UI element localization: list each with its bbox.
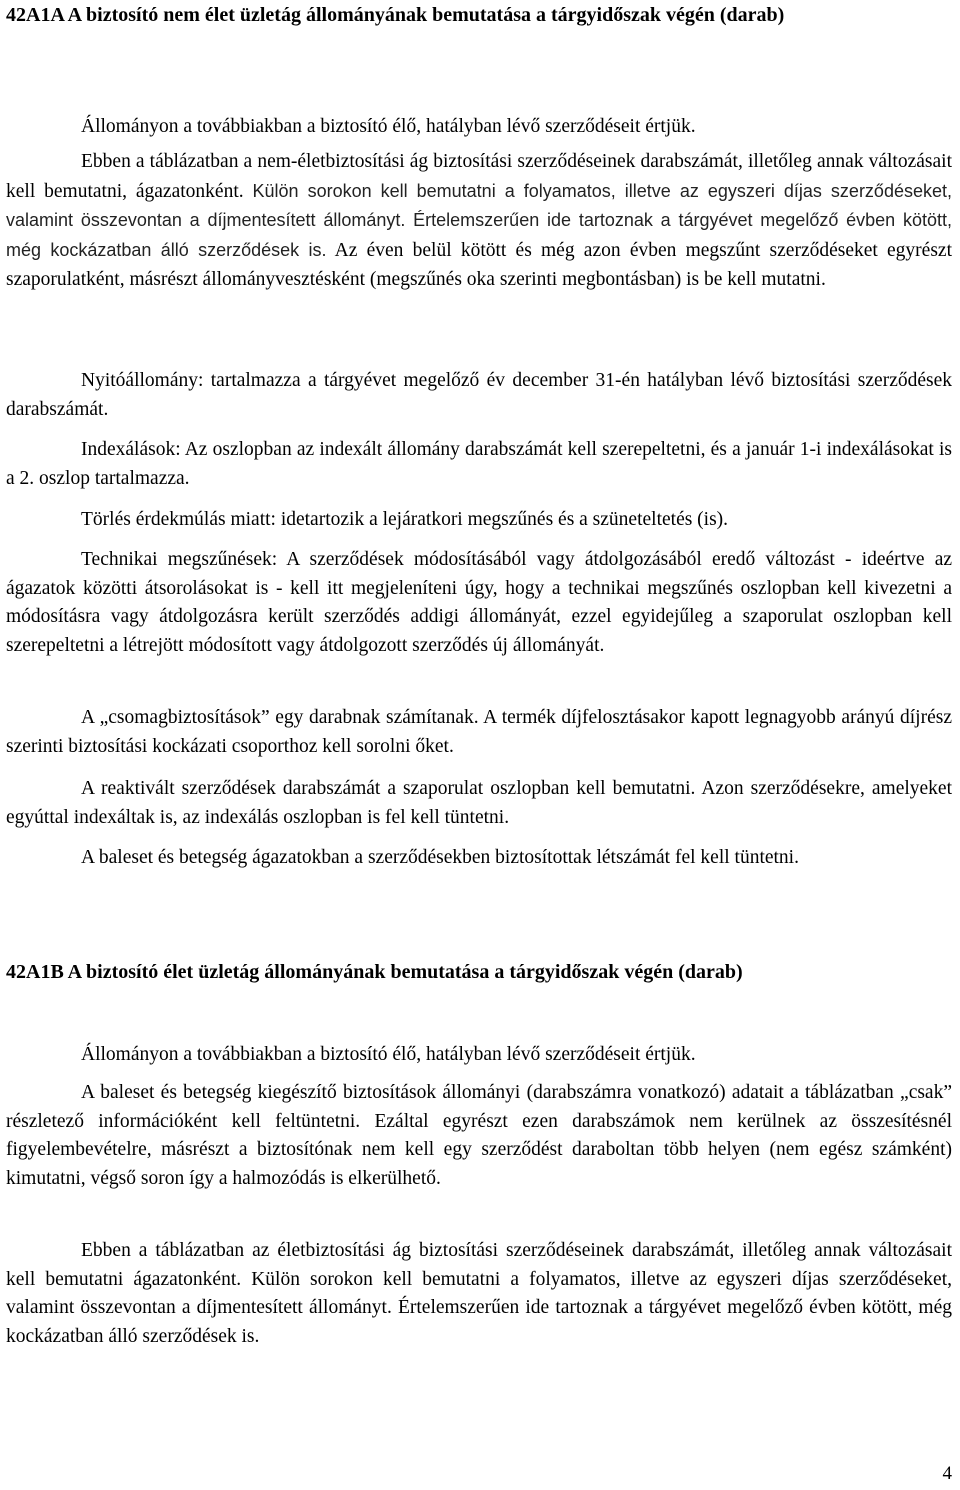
paragraph-sans-part: Külön sorokon kell bemutatni a folyamatos, illetve az egyszeri díjas szerződéseket, valamint összevontan a díjmentesített állományt. Értelemszerűen ide tartoznak a tárgyévet megelőző évben kötött, még kockázatban álló szerződések is. — [6, 180, 952, 261]
paragraph-text: Állományon a továbbiakban a biztosító élő, hatályban lévő szerződéseit értjük. — [81, 1044, 696, 1065]
page-number: 4 — [942, 1463, 952, 1484]
section-b-paragraph-1 — [6, 1041, 952, 1070]
section-a-paragraph-5 — [6, 506, 952, 535]
section-a-paragraph-6 — [6, 546, 952, 661]
paragraph-text: Állományon a továbbiakban a biztosító élő, hatályban lévő szerződéseit értjük. — [81, 116, 696, 137]
paragraph-text: Nyitóállomány: tartalmazza a tárgyévet megelőző év december 31-én hatályban lévő biztosítási szerződések darabszámát. — [6, 370, 952, 420]
section-b-heading: 42A1B A biztosító élet üzletág állományának bemutatása a tárgyidőszak végén (darab) — [6, 961, 743, 983]
paragraph-text: A reaktivált szerződések darabszámát a szaporulat oszlopban kell bemutatni. Azon szerződésekre, amelyeket egyúttal indexáltak is, az indexálás oszlopban is fel kell tüntetni. — [6, 778, 952, 828]
paragraph-text: A baleset és betegség kiegészítő biztosítások állományi (darabszámra vonatkozó) adatait a táblázatban „csak” részletező információként kell feltüntetni. Ezáltal egyrészt ezen darabszámok nem kerülnek az összesítésnél figyelembevételre, másrészt a biztosítónak nem kell egy szerződést daraboltan több helyen (nem egész számként) kimutatni, végső soron így a halmozódás is elkerülhető. — [6, 1082, 952, 1190]
section-b-paragraph-2 — [6, 1079, 952, 1194]
section-a-paragraph-2 — [6, 148, 952, 295]
paragraph-text: Törlés érdekmúlás miatt: idetartozik a lejáratkori megszűnés és a szüneteltetés (is). — [81, 509, 729, 530]
section-a-paragraph-8 — [6, 775, 952, 832]
paragraph-text: A „csomagbiztosítások” egy darabnak számítanak. A termék díjfelosztásakor kapott legnagyobb arányú díjrész szerinti biztosítási kockázati csoporthoz kell sorolni őket. — [6, 707, 952, 757]
section-b-paragraph-3 — [6, 1237, 952, 1352]
paragraph-serif-part: Ebben a táblázatban a nem-életbiztosítási ág biztosítási szerződéseinek darabszámát, illetőleg annak változásait kell bemutatni, ágazatonként. — [6, 151, 952, 202]
paragraph-text: Indexálások: Az oszlopban az indexált állomány darabszámát kell szerepeltetni, és a január 1-i indexálásokat is a 2. oszlop tartalmazza. — [6, 439, 952, 489]
paragraph-text: A baleset és betegség ágazatokban a szerződésekben biztosítottak létszámát fel kell tüntetni. — [81, 847, 799, 868]
section-a-paragraph-3 — [6, 367, 952, 424]
paragraph-text: Ebben a táblázatban az életbiztosítási ág biztosítási szerződéseinek darabszámát, illetőleg annak változásait kell bemutatni ágazatonként. Külön sorokon kell bemutatni a folyamatos, illetve az egyszeri díjas szerződéseket, valamint összevontan a díjmentesített állományt. Értelemszerűen ide tartoznak a tárgyévet megelőző évben kötött, még kockázatban álló szerződések is. — [6, 1240, 952, 1348]
paragraph-text: Technikai megszűnések: A szerződések módosításából vagy átdolgozásából eredő változást - ideértve az ágazatok közötti átsorolásokat is - kell itt megjeleníteni úgy, hogy a technikai megszűnés oszlopban kell kivezetni a módosításra vagy átdolgozásra került szerződés addigi állományát, ezzel egyidejűleg a szaporulat oszlopban kell szerepeltetni a létrejött módosított vagy átdolgozott szerződés új állományát. — [6, 549, 952, 657]
section-a-heading: 42A1A A biztosító nem élet üzletág állományának bemutatása a tárgyidőszak végén (darab) — [6, 4, 785, 26]
section-a-paragraph-4 — [6, 436, 952, 493]
paragraph-tail-part: Az éven belül kötött és még azon évben megszűnt szerződéseket egyrészt szaporulatként, másrészt állományvesztésként (megszűnés oka szerinti megbontásban) is be kell mutatni. — [6, 240, 952, 290]
section-a-paragraph-1 — [6, 113, 952, 142]
paragraph-text — [6, 148, 952, 295]
section-a-paragraph-7 — [6, 704, 952, 761]
section-a-paragraph-9 — [6, 844, 952, 873]
